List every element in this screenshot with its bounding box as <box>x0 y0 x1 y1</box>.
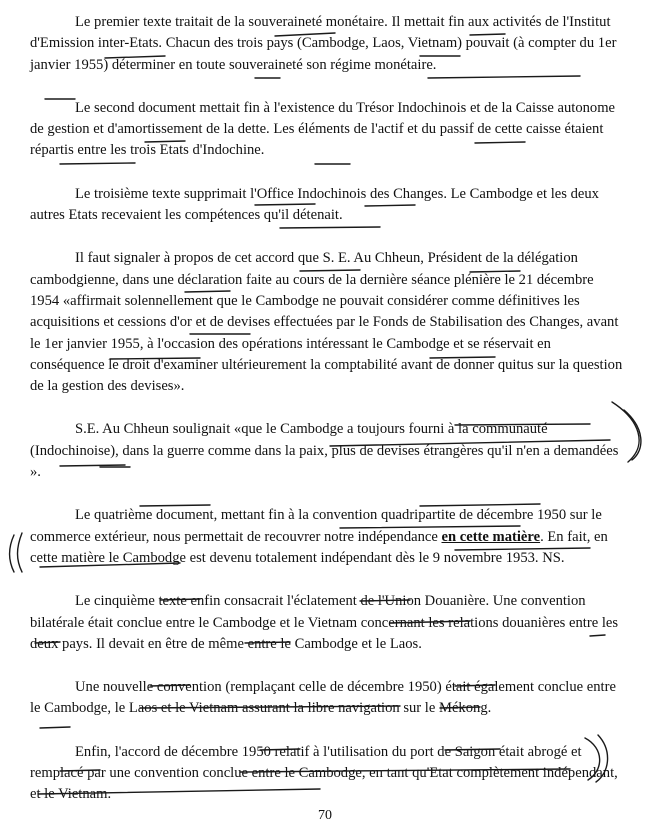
paragraph-8: Une nouvelle convention (remplaçant celle de décembre 1950) était également conclue entre le Cambodge, le Laos et le Vietnam assurant la libre navigation sur le Mékong. <box>30 679 616 717</box>
document-page <box>30 12 625 828</box>
paragraph-6-bold-text: en cette matière <box>441 528 541 545</box>
margin-bracket-right-2 <box>624 410 641 460</box>
paragraph-6-text-after: . En fait, en cette matière le Cambodge est devenu totalement indépendant dès le 9 novembre 1953. NS. <box>30 528 608 566</box>
paragraph-2: Le second document mettait fin à l'existence du Trésor Indochinois et de la Caisse autonome de gestion et d'amortissement de la dette. Les éléments de l'actif et du passif de cette caisse étaient répartis entre les trois Etats d'Indochine. <box>30 99 616 159</box>
margin-bracket-left-2 <box>18 533 23 572</box>
paragraph-6-text-before: Le quatrième document, mettant fin à la convention quadripartite de décembre 1950 sur le commerce extérieur, nous permettait de recouvrer notre indépendance <box>30 507 602 545</box>
page-number: 70 <box>318 808 332 823</box>
paragraph-7: Le cinquième texte enfin consacrait l'éclatement de l'Union Douanière. Une convention bilatérale était conclue entre le Cambodge et le Vietnam concernant les relations douanières entre les deux pays. Il devait en être de même entre le Cambodge et le Laos. <box>30 593 619 652</box>
paragraph-5: S.E. Au Chheun soulignait «que le Cambodge a toujours fourni à la communauté (Indochinoise), dans la guerre comme dans la paix, plus de devises étrangères qu'il n'en a demandées ». <box>30 421 619 481</box>
margin-bracket-left-1 <box>10 535 15 572</box>
paragraph-1: Le premier texte traitait de la souveraineté monétaire. Il mettait fin aux activités de l'Institut d'Emission inter-Etats. Chacun des trois pays (Cambodge, Laos, Vietnam) pouvait (à compter du 1er janvier 1955) déterminer en toute souveraineté son régime monétaire. <box>30 14 617 73</box>
paragraph-3: Le troisième texte supprimait l'Office Indochinois des Changes. Le Cambodge et les deux autres Etats recevaient les compétences qu'il détenait. <box>30 185 599 224</box>
paragraph-6 <box>30 505 625 569</box>
paragraph-9: Enfin, l'accord de décembre 1950 relatif à l'utilisation du port de Saigon était abrogé et remplacé par une convention conclue entre le Cambodge, en tant qu'Etat complètement indépendant, et le Vietnam. <box>30 743 618 803</box>
paragraph-4: Il faut signaler à propos de cet accord que S. E. Au Chheun, Président de la délégation cambodgienne, dans une déclaration faite au cours de la dernière séance plénière le 21 décembre 1954 «affirmait solennellement que le Cambodge ne pouvait considérer comme définitives les acquisitions et cessions d'or et de devises effectuées par le Fonds de Stabilisation des Changes, avant le 1er janvier 1955, à l'occasion des opérations intéressant le Cambodge et se réservait en conséquence le droit d'examiner ultérieurement la comptabilité avant de donner quitus sur la question de la gestion des devises». <box>30 250 623 395</box>
